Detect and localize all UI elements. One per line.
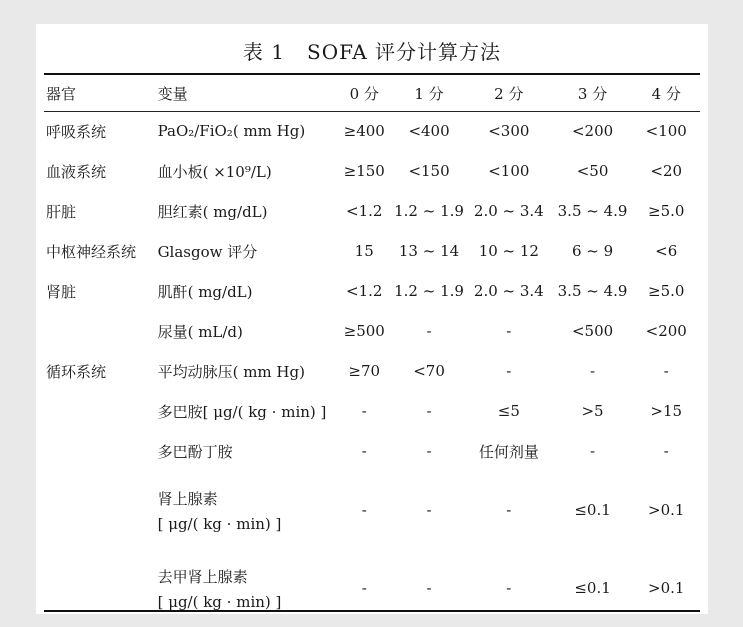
table-row <box>44 271 700 311</box>
score-2-cell: 2.0 ~ 3.4 <box>473 282 544 300</box>
score-4-cell: <20 <box>650 162 683 180</box>
organ-cell: 肾脏 <box>46 282 77 301</box>
table-row <box>44 351 700 391</box>
table-row <box>44 549 700 627</box>
score-3-cell: ≤0.1 <box>574 501 611 519</box>
table-row <box>44 391 700 431</box>
variable-line-1: 肾上腺素 <box>157 489 218 508</box>
table-caption <box>36 36 708 65</box>
score-4-cell: ≥5.0 <box>648 202 685 220</box>
organ-cell: 血液系统 <box>46 162 107 181</box>
score-4-cell: - <box>663 442 669 460</box>
header-score-2: 2 分 <box>494 84 524 103</box>
score-1-cell: <70 <box>413 362 445 380</box>
organ-cell: 中枢神经系统 <box>46 242 137 261</box>
header-score-1: 1 分 <box>414 84 444 103</box>
score-0-cell: ≥150 <box>343 162 385 180</box>
score-0-cell: - <box>361 501 367 519</box>
score-3-cell: 6 ~ 9 <box>571 242 614 260</box>
header-variable: 变量 <box>157 84 188 103</box>
variable-line-2: [ μg/( kg · min) ] <box>157 592 282 611</box>
score-1-cell: - <box>426 322 432 340</box>
header-score-3: 3 分 <box>577 84 608 103</box>
score-4-cell: >0.1 <box>648 501 685 519</box>
variable-cell: PaO₂/FiO₂( mm Hg) <box>157 122 306 140</box>
score-4-cell: <6 <box>655 242 678 260</box>
organ-cell <box>44 431 158 471</box>
score-4-cell: >15 <box>650 402 683 420</box>
score-0-cell: - <box>361 442 367 460</box>
score-3-cell: - <box>590 362 596 380</box>
variable-cell: 多巴胺[ μg/( kg · min) ] <box>157 402 327 421</box>
table-row <box>44 231 700 271</box>
score-4-cell: >0.1 <box>648 579 685 597</box>
variable-line-2: [ μg/( kg · min) ] <box>157 514 282 533</box>
score-2-cell: - <box>506 362 512 380</box>
organ-cell: 循环系统 <box>46 362 107 381</box>
variable-line-1: 去甲肾上腺素 <box>157 567 248 586</box>
score-3-cell: 3.5 ~ 4.9 <box>557 282 628 300</box>
score-0-cell: ≥500 <box>343 322 385 340</box>
sofa-table <box>44 75 700 627</box>
score-0-cell: 15 <box>354 242 374 260</box>
score-0-cell: - <box>361 402 367 420</box>
score-4-cell: ≥5.0 <box>648 282 685 300</box>
document-page <box>36 24 708 614</box>
score-2-cell: - <box>506 501 512 519</box>
table-row <box>44 151 700 191</box>
variable-cell: 肌酐( mg/dL) <box>157 282 253 301</box>
variable-cell: 尿量( mL/d) <box>157 322 243 341</box>
score-3-cell: >5 <box>581 402 604 420</box>
score-4-cell: <100 <box>645 122 687 140</box>
score-2-cell: <100 <box>488 162 530 180</box>
organ-cell: 肝脏 <box>46 202 77 221</box>
score-4-cell: <200 <box>645 322 687 340</box>
organ-cell <box>44 311 158 351</box>
header-score-4: 4 分 <box>651 84 681 103</box>
score-1-cell: 13 ~ 14 <box>398 242 460 260</box>
variable-cell <box>158 549 336 627</box>
table-row <box>44 311 700 351</box>
variable-cell: 多巴酚丁胺 <box>157 442 233 461</box>
table-caption-title: SOFA 评分计算方法 <box>307 40 502 64</box>
organ-cell: 呼吸系统 <box>46 122 107 141</box>
score-3-cell: ≤0.1 <box>574 579 611 597</box>
organ-cell <box>44 471 158 549</box>
variable-cell: 胆红素( mg/dL) <box>157 202 268 221</box>
score-0-cell: <1.2 <box>346 202 383 220</box>
score-0-cell: - <box>361 579 367 597</box>
variable-cell: 平均动脉压( mm Hg) <box>157 362 305 381</box>
header-organ: 器官 <box>46 84 77 103</box>
score-2-cell: - <box>506 579 512 597</box>
score-1-cell: - <box>426 402 432 420</box>
header-score-0: 0 分 <box>349 84 379 103</box>
score-1-cell: <150 <box>408 162 450 180</box>
organ-cell <box>44 549 158 627</box>
score-1-cell: - <box>426 442 432 460</box>
score-2-cell: ≤5 <box>497 402 520 420</box>
score-2-cell: - <box>506 322 512 340</box>
score-1-cell: - <box>426 579 432 597</box>
table-header-row <box>44 75 700 111</box>
organ-cell <box>44 391 158 431</box>
score-3-cell: <200 <box>571 122 614 140</box>
table-caption-number: 表 1 <box>242 40 286 64</box>
score-3-cell: <50 <box>576 162 609 180</box>
score-0-cell: ≥70 <box>348 362 381 380</box>
variable-cell: 血小板( ×10⁹/L) <box>157 162 272 181</box>
score-2-cell: <300 <box>488 122 530 140</box>
score-2-cell: 10 ~ 12 <box>478 242 539 260</box>
variable-cell: Glasgow 评分 <box>157 242 258 261</box>
table-row <box>44 431 700 471</box>
score-4-cell: - <box>663 362 669 380</box>
table-row <box>44 111 700 151</box>
table-row <box>44 191 700 231</box>
score-1-cell: 1.2 ~ 1.9 <box>394 282 464 300</box>
score-1-cell: - <box>426 501 432 519</box>
score-0-cell: ≥400 <box>343 122 385 140</box>
score-3-cell: 3.5 ~ 4.9 <box>557 202 628 220</box>
table-row <box>44 471 700 549</box>
variable-cell <box>158 471 336 549</box>
score-3-cell: - <box>590 442 596 460</box>
score-2-cell: 2.0 ~ 3.4 <box>473 202 544 220</box>
score-3-cell: <500 <box>571 322 614 340</box>
score-2-cell: 任何剂量 <box>478 442 539 461</box>
score-1-cell: 1.2 ~ 1.9 <box>394 202 464 220</box>
score-1-cell: <400 <box>408 122 450 140</box>
score-0-cell: <1.2 <box>346 282 383 300</box>
